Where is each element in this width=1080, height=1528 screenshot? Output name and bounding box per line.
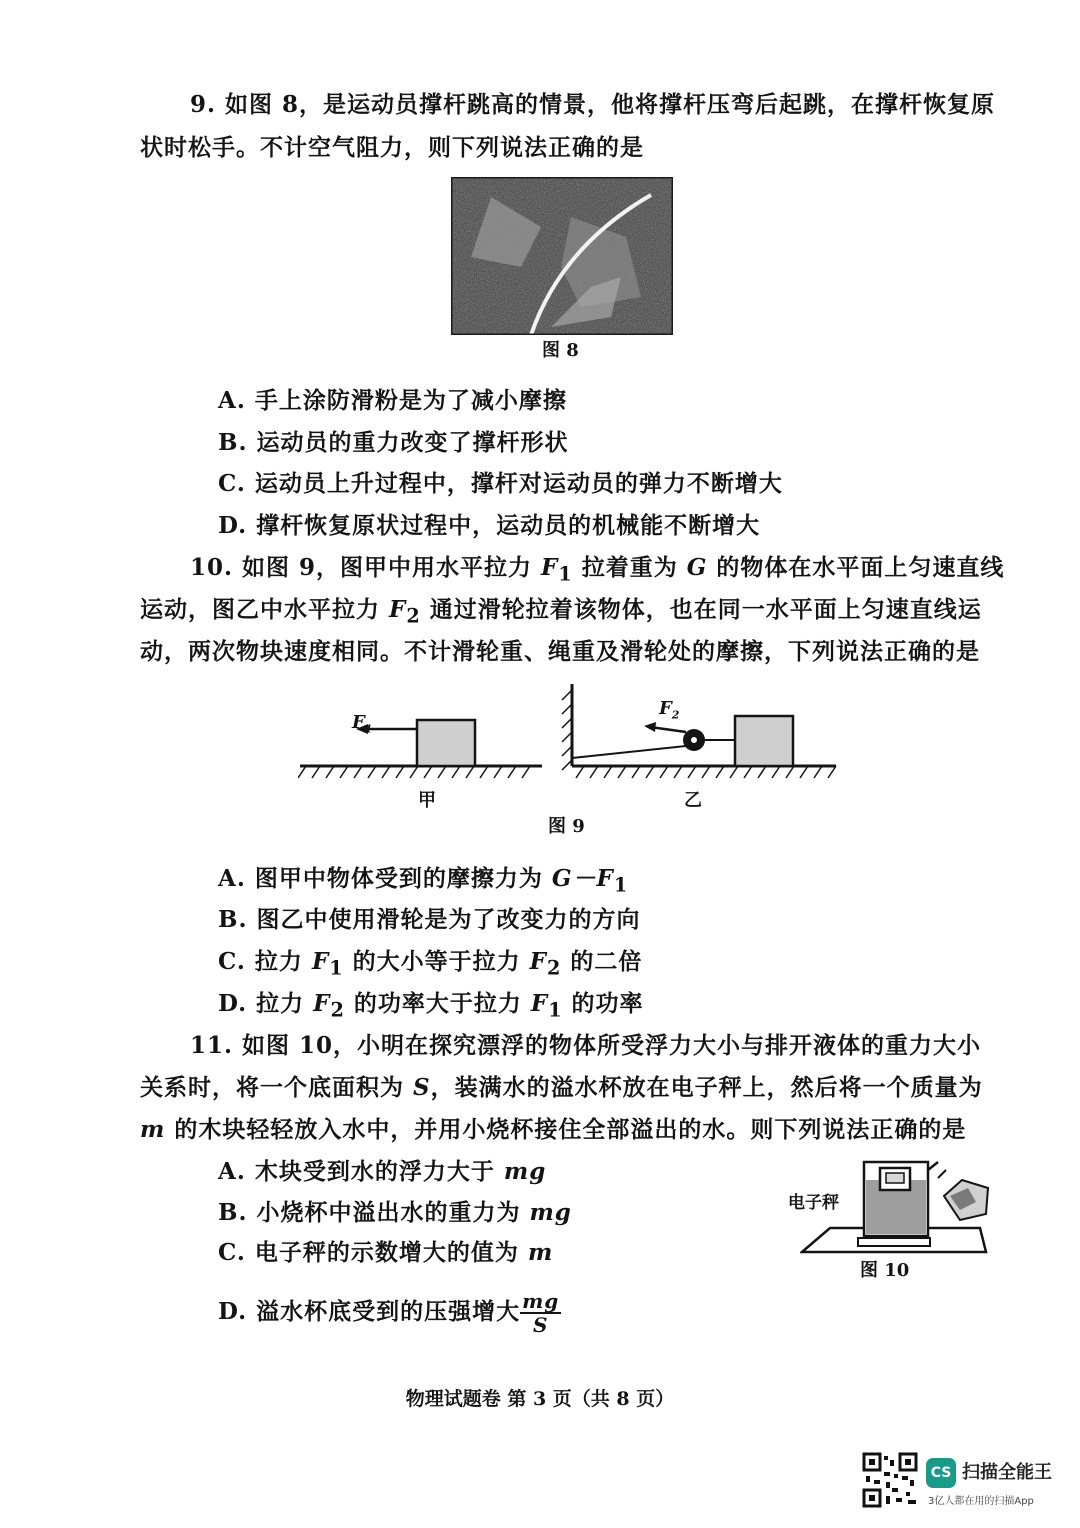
f2-arrow-head: [644, 722, 656, 732]
camscanner-logo-icon: CS: [926, 1458, 956, 1488]
camscanner-subtitle: 3亿人都在用的扫描App: [928, 1496, 1034, 1507]
pulley-axle: [691, 737, 697, 743]
figure-8-caption: 图 8: [542, 340, 579, 361]
spout-stream: [938, 1170, 946, 1178]
q10-option-b: B. 图乙中使用滑轮是为了改变力的方向: [218, 906, 641, 933]
figure-9-caption: 图 9: [548, 816, 585, 837]
q11-option-b: B. 小烧杯中溢出水的重力为 mg: [218, 1199, 572, 1226]
q10-stem-line-3: 动，两次物块速度相同。不计滑轮重、绳重及滑轮处的摩擦，下列说法正确的是: [140, 638, 980, 665]
wood-block-inner: [886, 1173, 904, 1183]
q11-option-d: D. 溢水杯底受到的压强增大 $\frac{mg}{S}$: [218, 1289, 560, 1337]
figure-9-left-label: 甲: [418, 790, 436, 811]
q11-stem-line-2: 关系时，将一个底面积为 S，装满水的溢水杯放在电子秤上，然后将一个质量为: [140, 1074, 983, 1101]
q10-stem-line-2: 运动，图乙中水平拉力 $F_2$ 通过滑轮拉着该物体，也在同一水平面上匀速直线运: [140, 596, 982, 628]
q10-option-d: D. 拉力 $F_2$ 的功率大于拉力 $F_1$ 的功率: [218, 990, 644, 1022]
qr-code-icon: [862, 1452, 918, 1508]
camscanner-title: 扫描全能王: [962, 1462, 1052, 1483]
page-footer: 物理试题卷 第 3 页（共 8 页）: [405, 1388, 675, 1410]
q10-option-c: C. 拉力 $F_1$ 的大小等于拉力 $F_2$ 的二倍: [218, 948, 643, 980]
left-block: [417, 720, 475, 766]
right-ground-hatch: [576, 766, 836, 778]
q10-option-a: A. 图甲中物体受到的摩擦力为 $G-F_1$: [218, 865, 629, 897]
right-block: [735, 716, 793, 766]
pressure-fraction: $\frac{mg}{S}$: [522, 1289, 560, 1337]
figure-10-caption: 图 10: [860, 1260, 910, 1281]
rope-lower: [572, 746, 686, 758]
figure-8-photo: [451, 177, 673, 335]
q9-option-c: C. 运动员上升过程中，撑杆对运动员的弹力不断增大: [218, 470, 783, 497]
electronic-scale-label: 电子秤: [788, 1193, 839, 1213]
pole-vault-photo-image: [451, 177, 673, 335]
figure-9-diagram: [298, 682, 843, 782]
q11-stem-line-3: m 的木块轻轻放入水中，并用小烧杯接住全部溢出的水。则下列说法正确的是: [140, 1116, 967, 1143]
q11-option-c: C. 电子秤的示数增大的值为 m: [218, 1239, 554, 1266]
q11-option-a: A. 木块受到水的浮力大于 mg: [218, 1158, 547, 1185]
f2-label: $F_2$: [659, 698, 680, 722]
q9-option-b: B. 运动员的重力改变了撑杆形状: [218, 429, 569, 456]
q9-option-d: D. 撑杆恢复原状过程中，运动员的机械能不断增大: [218, 512, 761, 539]
scale-display: [858, 1238, 930, 1246]
q9-stem-line-1: 9. 如图 8，是运动员撑杆跳高的情景，他将撑杆压弯后起跳，在撑杆恢复原: [190, 91, 996, 118]
figure-9-right-label: 乙: [684, 790, 702, 811]
left-ground-hatch: [298, 766, 530, 778]
cup-spout: [928, 1162, 938, 1170]
q11-stem-line-1: 11. 如图 10，小明在探究漂浮的物体所受浮力大小与排开液体的重力大小: [190, 1032, 982, 1059]
q9-option-a: A. 手上涂防滑粉是为了减小摩擦: [218, 387, 567, 414]
q9-stem-line-2: 状时松手。不计空气阻力，则下列说法正确的是: [140, 134, 644, 161]
q10-stem-line-1: 10. 如图 9，图甲中用水平拉力 $F_1$ 拉着重为 G 的物体在水平面上匀速直线: [190, 554, 1005, 586]
f1-label: $F_1$: [352, 712, 373, 736]
